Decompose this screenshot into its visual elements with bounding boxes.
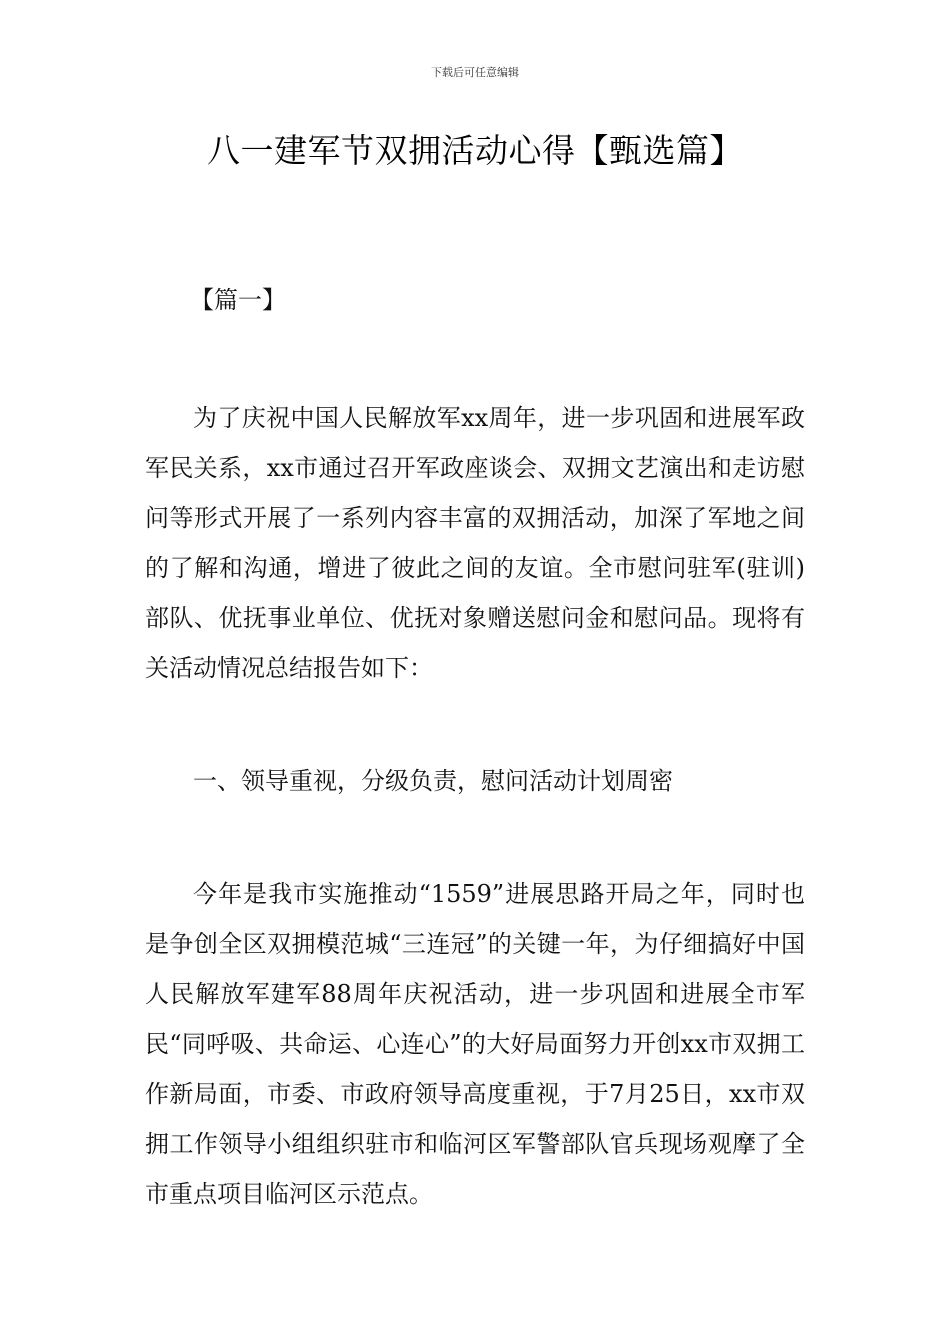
paragraph-2: 今年是我市实施推动“1559”进展思路开局之年，同时也是争创全区双拥模范城“三连冠”的关键一年，为仔细搞好中国人民解放军建军88周年庆祝活动，进一步巩固和进展全市军民“同呼吸、共命运、心连心”的大好局面努力开创xx市双拥工作新局面，市委、市政府领导高度重视，于7月25日，xx市双拥工作领导小组组织驻市和临河区军警部队官兵现场观摩了全市重点项目临河区示范点。 [145, 880, 805, 1208]
section-label: 【篇一】 [190, 286, 286, 314]
paragraph-1: 为了庆祝中国人民解放军xx周年，进一步巩固和进展军政军民关系，xx市通过召开军政座谈会、双拥文艺演出和走访慰问等形式开展了一系列内容丰富的双拥活动，加深了军地之间的了解和沟通，增进了彼此之间的友谊。全市慰问驻军(驻训)部队、优抚事业单位、优抚对象赠送慰问金和慰问品。现将有关活动情况总结报告如下： [145, 404, 805, 682]
header-note: 下载后可任意编辑 [431, 66, 519, 79]
document-body [145, 280, 805, 1219]
document-title: 八一建军节双拥活动心得【甄选篇】 [207, 131, 743, 170]
section-heading-1: 一、领导重视，分级负责，慰问活动计划周密 [193, 767, 673, 795]
